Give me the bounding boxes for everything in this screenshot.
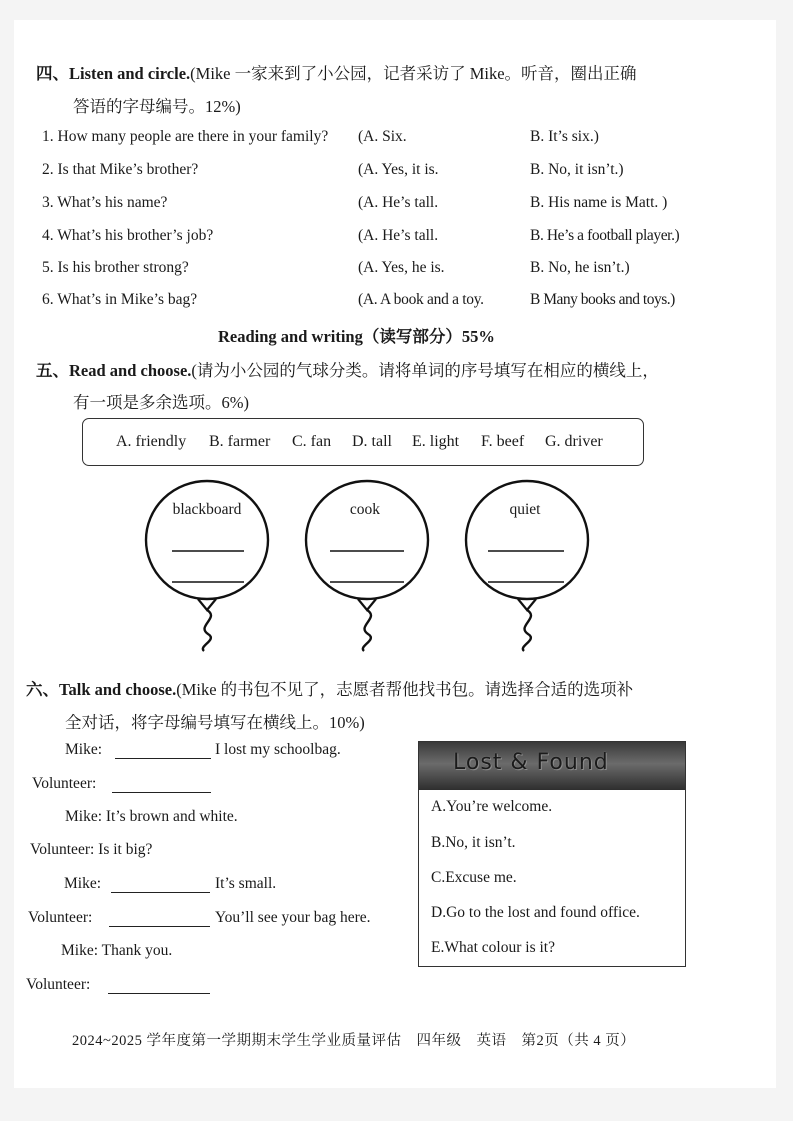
section4-title [36, 60, 637, 84]
dialogue-5-speaker: Mike: [64, 875, 102, 892]
section4-instruction-2: 答语的字母编号。12%) [73, 97, 241, 116]
question-4: 4. What’s his brother’s job? [42, 227, 214, 244]
question-3-option-b[interactable]: B. His name is Matt. ) [530, 194, 668, 211]
section6-title-en: Talk and choose. [59, 680, 177, 699]
section5-instruction-2: 有一项是多余选项。6%) [73, 393, 249, 412]
question-2-option-a[interactable]: (A. Yes, it is. [358, 161, 439, 178]
question-4-option-a[interactable]: (A. He’s tall. [358, 227, 439, 244]
word-option-g: G. driver [545, 433, 603, 450]
dialogue-option-c: C.Excuse me. [431, 869, 517, 886]
balloon-quiet-label: quiet [509, 501, 541, 518]
word-option-d: D. tall [352, 433, 392, 450]
dialogue-6-speaker: Volunteer: [28, 909, 93, 926]
dialogue-2-speaker: Volunteer: [32, 775, 97, 792]
question-6-option-b[interactable]: B Many books and toys.) [530, 291, 675, 308]
question-3-option-a[interactable]: (A. He’s tall. [358, 194, 439, 211]
dialogue-option-b: B.No, it isn’t. [431, 834, 516, 851]
dialogue-5-text: It’s small. [215, 875, 277, 892]
word-bank [82, 418, 644, 466]
section4-instruction-1: (Mike 一家来到了小公园，记者采访了 Mike。听音，圈出正确 [190, 64, 637, 83]
question-2: 2. Is that Mike’s brother? [42, 161, 199, 178]
section6-instruction-2: 全对话，将字母编号填写在横线上。10%) [65, 713, 365, 732]
dialogue-7: Mike: Thank you. [61, 942, 173, 959]
dialogue-1-blank[interactable] [115, 758, 211, 759]
lost-found-options-box [418, 741, 686, 967]
dialogue-8-blank[interactable] [108, 993, 210, 994]
balloon-cook-label: cook [349, 501, 381, 518]
page-footer: 2024~2025 学年度第一学期期末学生学业质量评估 四年级 英语 第2页（共 4 页） [72, 1033, 636, 1049]
dialogue-option-a: A.You’re welcome. [431, 798, 553, 815]
question-1-option-a[interactable]: (A. Six. [358, 128, 407, 145]
section5-instruction-1: (请为小公园的气球分类。请将单词的序号填写在相应的横线上， [191, 361, 659, 380]
question-3: 3. What’s his name? [42, 194, 168, 211]
word-option-c: C. fan [292, 433, 332, 450]
lost-found-banner [419, 742, 685, 790]
question-6-option-a[interactable]: (A. A book and a toy. [358, 291, 484, 308]
section5-title [36, 357, 659, 381]
reading-writing-header: Reading and writing（读写部分）55% [218, 327, 495, 346]
dialogue-2-blank[interactable] [112, 792, 211, 793]
section6-title [26, 676, 633, 700]
balloon-blackboard-label: blackboard [172, 501, 242, 518]
question-2-option-b[interactable]: B. No, it isn’t.) [530, 161, 624, 178]
dialogue-option-e: E.What colour is it? [431, 939, 555, 956]
dialogue-3: Mike: It’s brown and white. [65, 808, 238, 825]
question-6: 6. What’s in Mike’s bag? [42, 291, 198, 308]
question-1: 1. How many people are there in your family? [42, 128, 329, 145]
word-option-e: E. light [412, 433, 460, 450]
question-4-option-b[interactable]: B. He’s a football player.) [530, 227, 680, 244]
question-5-option-b[interactable]: B. No, he isn’t.) [530, 259, 630, 276]
word-option-a: A. friendly [116, 433, 187, 450]
dialogue-1-speaker: Mike: [65, 741, 103, 758]
question-5-option-a[interactable]: (A. Yes, he is. [358, 259, 445, 276]
dialogue-5-blank[interactable] [111, 892, 210, 893]
section4-number: 四、 [36, 64, 69, 83]
section6-instruction-1: (Mike 的书包不见了，志愿者帮他找书包。请选择合适的选项补 [176, 680, 634, 699]
section5-number: 五、 [36, 361, 69, 380]
dialogue-8-speaker: Volunteer: [26, 976, 91, 993]
question-1-option-b[interactable]: B. It’s six.) [530, 128, 599, 145]
word-option-b: B. farmer [209, 433, 271, 450]
word-option-f: F. beef [481, 433, 525, 450]
section6-number: 六、 [26, 680, 59, 699]
dialogue-1-text: I lost my schoolbag. [215, 741, 341, 758]
dialogue-4: Volunteer: Is it big? [30, 841, 153, 858]
dialogue-6-blank[interactable] [109, 926, 210, 927]
section4-title-en: Listen and circle. [69, 64, 191, 83]
lost-found-banner-text: Lost & Found [453, 750, 609, 775]
dialogue-option-d: D.Go to the lost and found office. [431, 904, 640, 921]
section5-title-en: Read and choose. [69, 361, 192, 380]
question-5: 5. Is his brother strong? [42, 259, 189, 276]
dialogue-6-text: You’ll see your bag here. [215, 909, 371, 926]
